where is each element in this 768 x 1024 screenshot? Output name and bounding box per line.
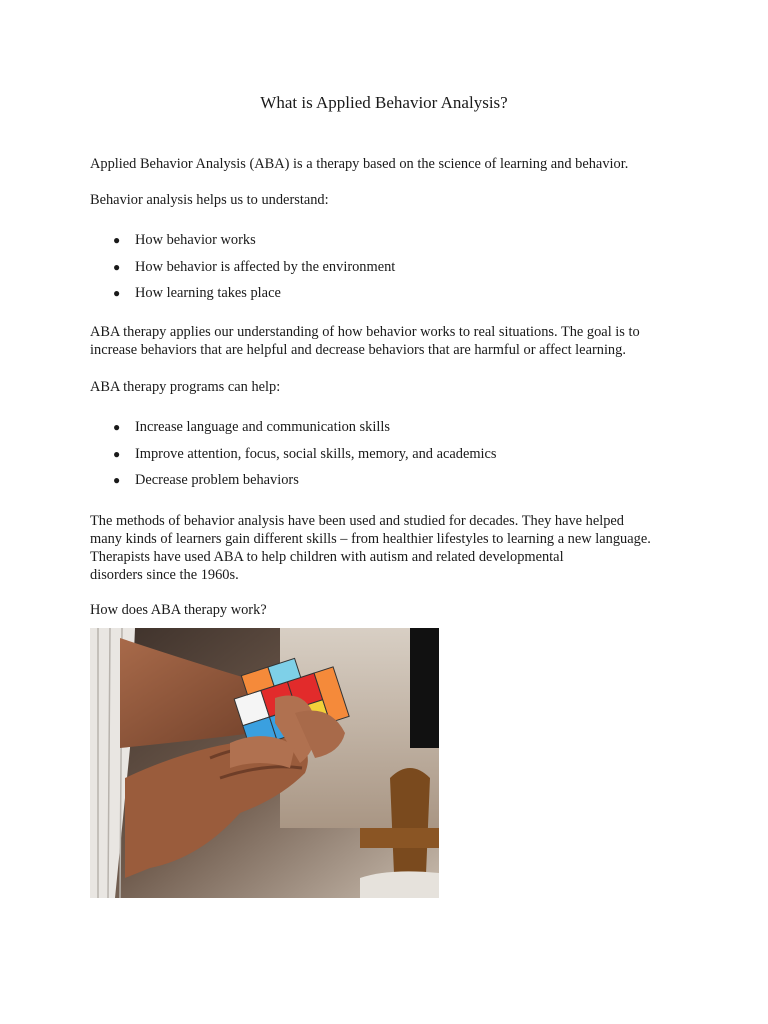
list-item-text: Increase language and communication skills	[135, 419, 390, 435]
methods-paragraph	[90, 512, 730, 584]
page-title: What is Applied Behavior Analysis?	[260, 93, 508, 112]
list-item	[90, 471, 497, 498]
bullet-icon: ●	[113, 473, 121, 487]
how-heading: How does ABA therapy work?	[90, 602, 267, 618]
list-item-text: How behavior works	[135, 232, 256, 248]
list-item-text: How learning takes place	[135, 285, 281, 301]
programs-lead: ABA therapy programs can help:	[90, 379, 281, 395]
list-item-text: Decrease problem behaviors	[135, 472, 299, 488]
methods-paragraph-line: disorders since the 1960s.	[90, 567, 239, 583]
rubiks-cube-photo-art	[90, 628, 439, 898]
list-item	[90, 258, 395, 285]
intro-paragraph: Applied Behavior Analysis (ABA) is a therapy based on the science of learning and behavior.	[90, 156, 629, 172]
list-item-text: Improve attention, focus, social skills, memory, and academics	[135, 445, 497, 462]
aba-paragraph	[90, 323, 730, 359]
methods-paragraph-line: Therapists have used ABA to help children with autism and related developmental	[90, 549, 564, 565]
understand-lead: Behavior analysis helps us to understand:	[90, 192, 329, 208]
methods-paragraph-line: many kinds of learners gain different skills – from healthier lifestyles to learning a new language.	[90, 531, 651, 547]
bullet-icon: ●	[113, 286, 121, 300]
rubiks-cube-photo	[90, 628, 439, 898]
list-item	[90, 418, 497, 445]
methods-paragraph-line: The methods of behavior analysis have been used and studied for decades. They have helped	[90, 513, 625, 529]
bullet-icon: ●	[113, 259, 121, 274]
programs-list	[90, 418, 497, 498]
understand-list	[90, 231, 395, 311]
list-item	[90, 284, 395, 311]
list-item-text: How behavior is affected by the environment	[135, 258, 396, 275]
bullet-icon: ●	[113, 420, 121, 434]
list-item	[90, 231, 395, 258]
bullet-icon: ●	[113, 233, 121, 247]
aba-paragraph-line: increase behaviors that are helpful and decrease behaviors that are harmful or affect learning.	[90, 342, 626, 358]
bullet-icon: ●	[113, 446, 121, 461]
aba-paragraph-line: ABA therapy applies our understanding of how behavior works to real situations. The goal is to	[90, 324, 640, 340]
list-item	[90, 445, 497, 472]
